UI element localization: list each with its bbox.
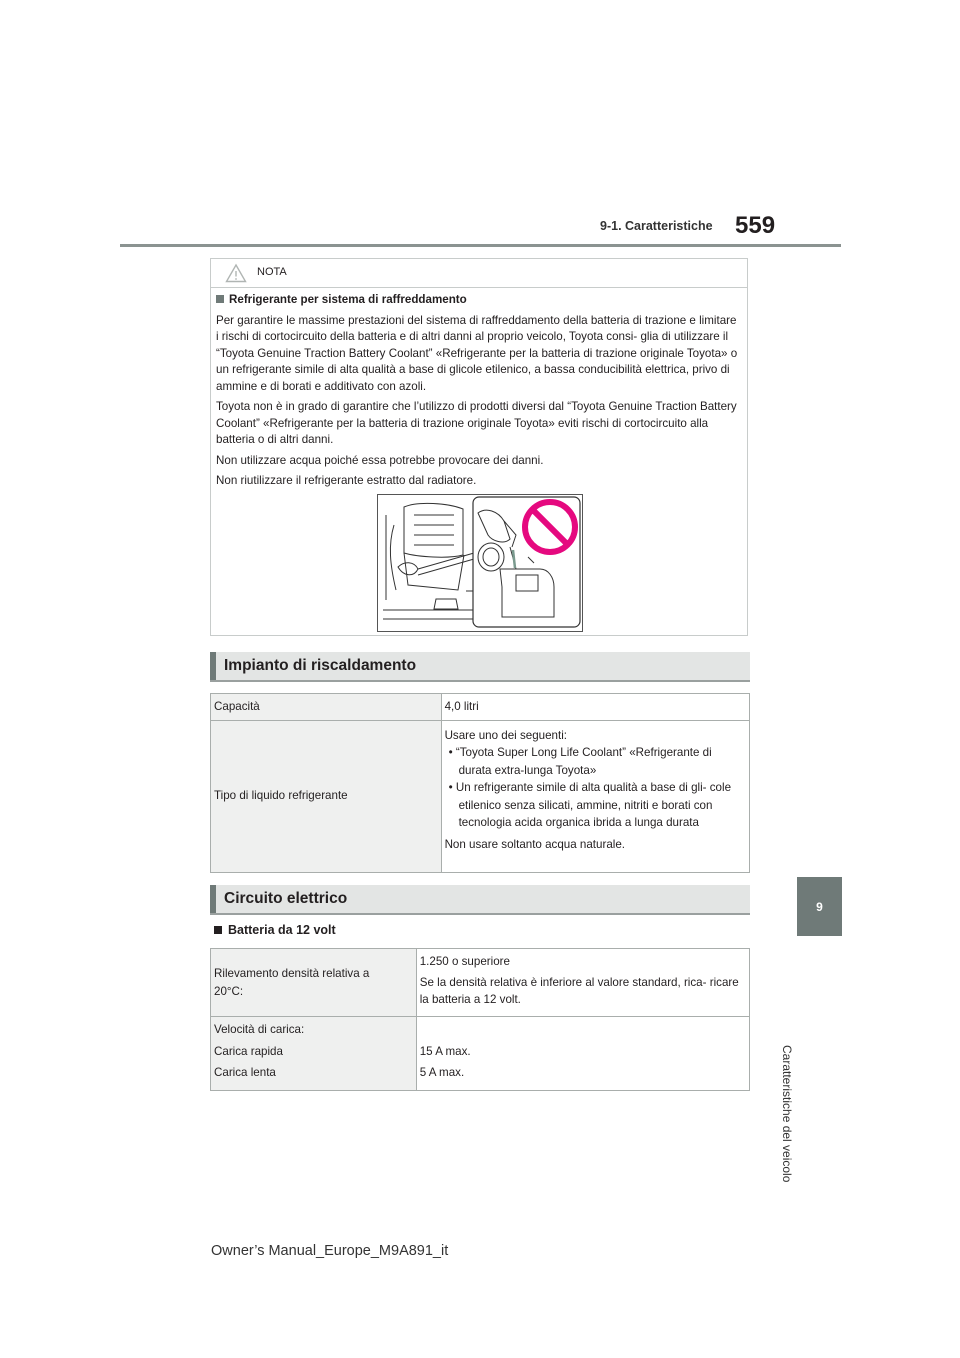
table-value-cell bbox=[416, 949, 749, 1017]
nota-paragraph: Per garantire le massime prestazioni del sistema di raffreddamento della batteria di trazione e limitare i rischi di cortocircuito della batteria e di altri danni al proprio veicolo, Toyota consi- glia di utilizzare il “Toyota Genuine Traction Battery Coolant” «Refrigerante per la batteria di trazione originale Toyota» o un refrigerante simile di alta qualità a base di glicole etilenico, a bassa conducibilità elettrica, privo di ammine e di borati e additivato con azoli. bbox=[216, 313, 738, 393]
density-value: 1.250 o superiore bbox=[419, 955, 510, 968]
section-label: 9-1. Caratteristiche bbox=[600, 219, 713, 233]
table-value-cell bbox=[441, 720, 749, 872]
table-label-cell bbox=[211, 949, 417, 1017]
density-label: Rilevamento densità relativa a 20°C: bbox=[214, 967, 370, 998]
table-value-cell bbox=[441, 694, 749, 721]
table-row bbox=[211, 694, 750, 721]
battery-subheading-text: Batteria da 12 volt bbox=[228, 923, 336, 937]
list-item: • Un refrigerante simile di alta qualità a base di gli- cole etilenico senza silicati, ammine, nitriti e borati con tecnologia acida organica ibrida a lunga durata bbox=[448, 781, 732, 829]
table-label-cell bbox=[211, 720, 442, 872]
heating-section-heading bbox=[210, 652, 750, 682]
heading-accent bbox=[210, 652, 216, 680]
capacity-value: 4,0 litri bbox=[444, 700, 479, 713]
nota-subheading bbox=[216, 292, 742, 309]
chapter-number: 9 bbox=[816, 899, 823, 914]
electric-section-title: Circuito elettrico bbox=[224, 890, 348, 907]
slow-charge-label: Carica lenta bbox=[214, 1066, 276, 1079]
engine-coolant-drawing bbox=[378, 495, 582, 631]
table-row bbox=[211, 949, 750, 1017]
nota-header bbox=[211, 259, 747, 288]
table-label-cell bbox=[211, 694, 442, 721]
density-note: Se la densità relativa è inferiore al valore standard, rica- ricare la batteria a 12 volt. bbox=[419, 975, 739, 1006]
coolant-illustration bbox=[377, 494, 583, 632]
table-value-cell bbox=[416, 1017, 749, 1091]
fast-charge-value: 15 A max. bbox=[419, 1044, 471, 1058]
page-number: 559 bbox=[735, 212, 776, 239]
square-bullet-icon bbox=[216, 295, 224, 303]
charge-rate-label: Velocità di carica: bbox=[214, 1023, 305, 1036]
fast-charge-label: Carica rapida bbox=[214, 1044, 283, 1058]
header-rule bbox=[120, 244, 841, 247]
capacity-label: Capacità bbox=[214, 700, 260, 713]
nota-paragraph: Toyota non è in grado di garantire che l’utilizzo di prodotti diversi dal “Toyota Genuine Traction Battery Coolant” «Refrigerante per la batteria di trazione originale Toyota» eviti rischi di cortocircuito alla batteria o di altri danni. bbox=[216, 400, 737, 446]
chapter-side-title-text: Caratteristiche del veicolo bbox=[780, 1045, 794, 1183]
coolant-intro: Usare uno dei seguenti: bbox=[444, 728, 568, 742]
warning-triangle-icon bbox=[225, 263, 247, 283]
battery-subheading bbox=[214, 923, 336, 937]
table-label-cell bbox=[211, 1017, 417, 1091]
nota-title: NOTA bbox=[257, 266, 287, 278]
footer-document-id: Owner’s Manual_Europe_M9A891_it bbox=[211, 1243, 449, 1259]
heading-accent bbox=[210, 885, 216, 913]
nota-box bbox=[210, 258, 748, 636]
heating-section-title: Impianto di riscaldamento bbox=[224, 657, 417, 674]
square-bullet-icon bbox=[214, 926, 222, 934]
table-row bbox=[211, 720, 750, 872]
nota-paragraph: Non riutilizzare il refrigerante estratto dal radiatore. bbox=[216, 474, 477, 487]
list-item: • “Toyota Super Long Life Coolant” «Refrigerante di durata extra-lunga Toyota» bbox=[448, 746, 712, 777]
chapter-tab bbox=[797, 877, 842, 936]
coolant-note: Non usare soltanto acqua naturale. bbox=[444, 837, 626, 851]
nota-paragraph: Non utilizzare acqua poiché essa potrebbe provocare dei danni. bbox=[216, 453, 544, 467]
electric-section-heading bbox=[210, 885, 750, 915]
battery-spec-table bbox=[210, 948, 750, 1091]
slow-charge-value: 5 A max. bbox=[419, 1066, 465, 1079]
table-row bbox=[211, 1017, 750, 1091]
heating-spec-table bbox=[210, 693, 750, 873]
nota-subheading-text: Refrigerante per sistema di raffreddamento bbox=[229, 293, 467, 306]
nota-body bbox=[216, 292, 742, 494]
coolant-type-label: Tipo di liquido refrigerante bbox=[214, 789, 348, 803]
